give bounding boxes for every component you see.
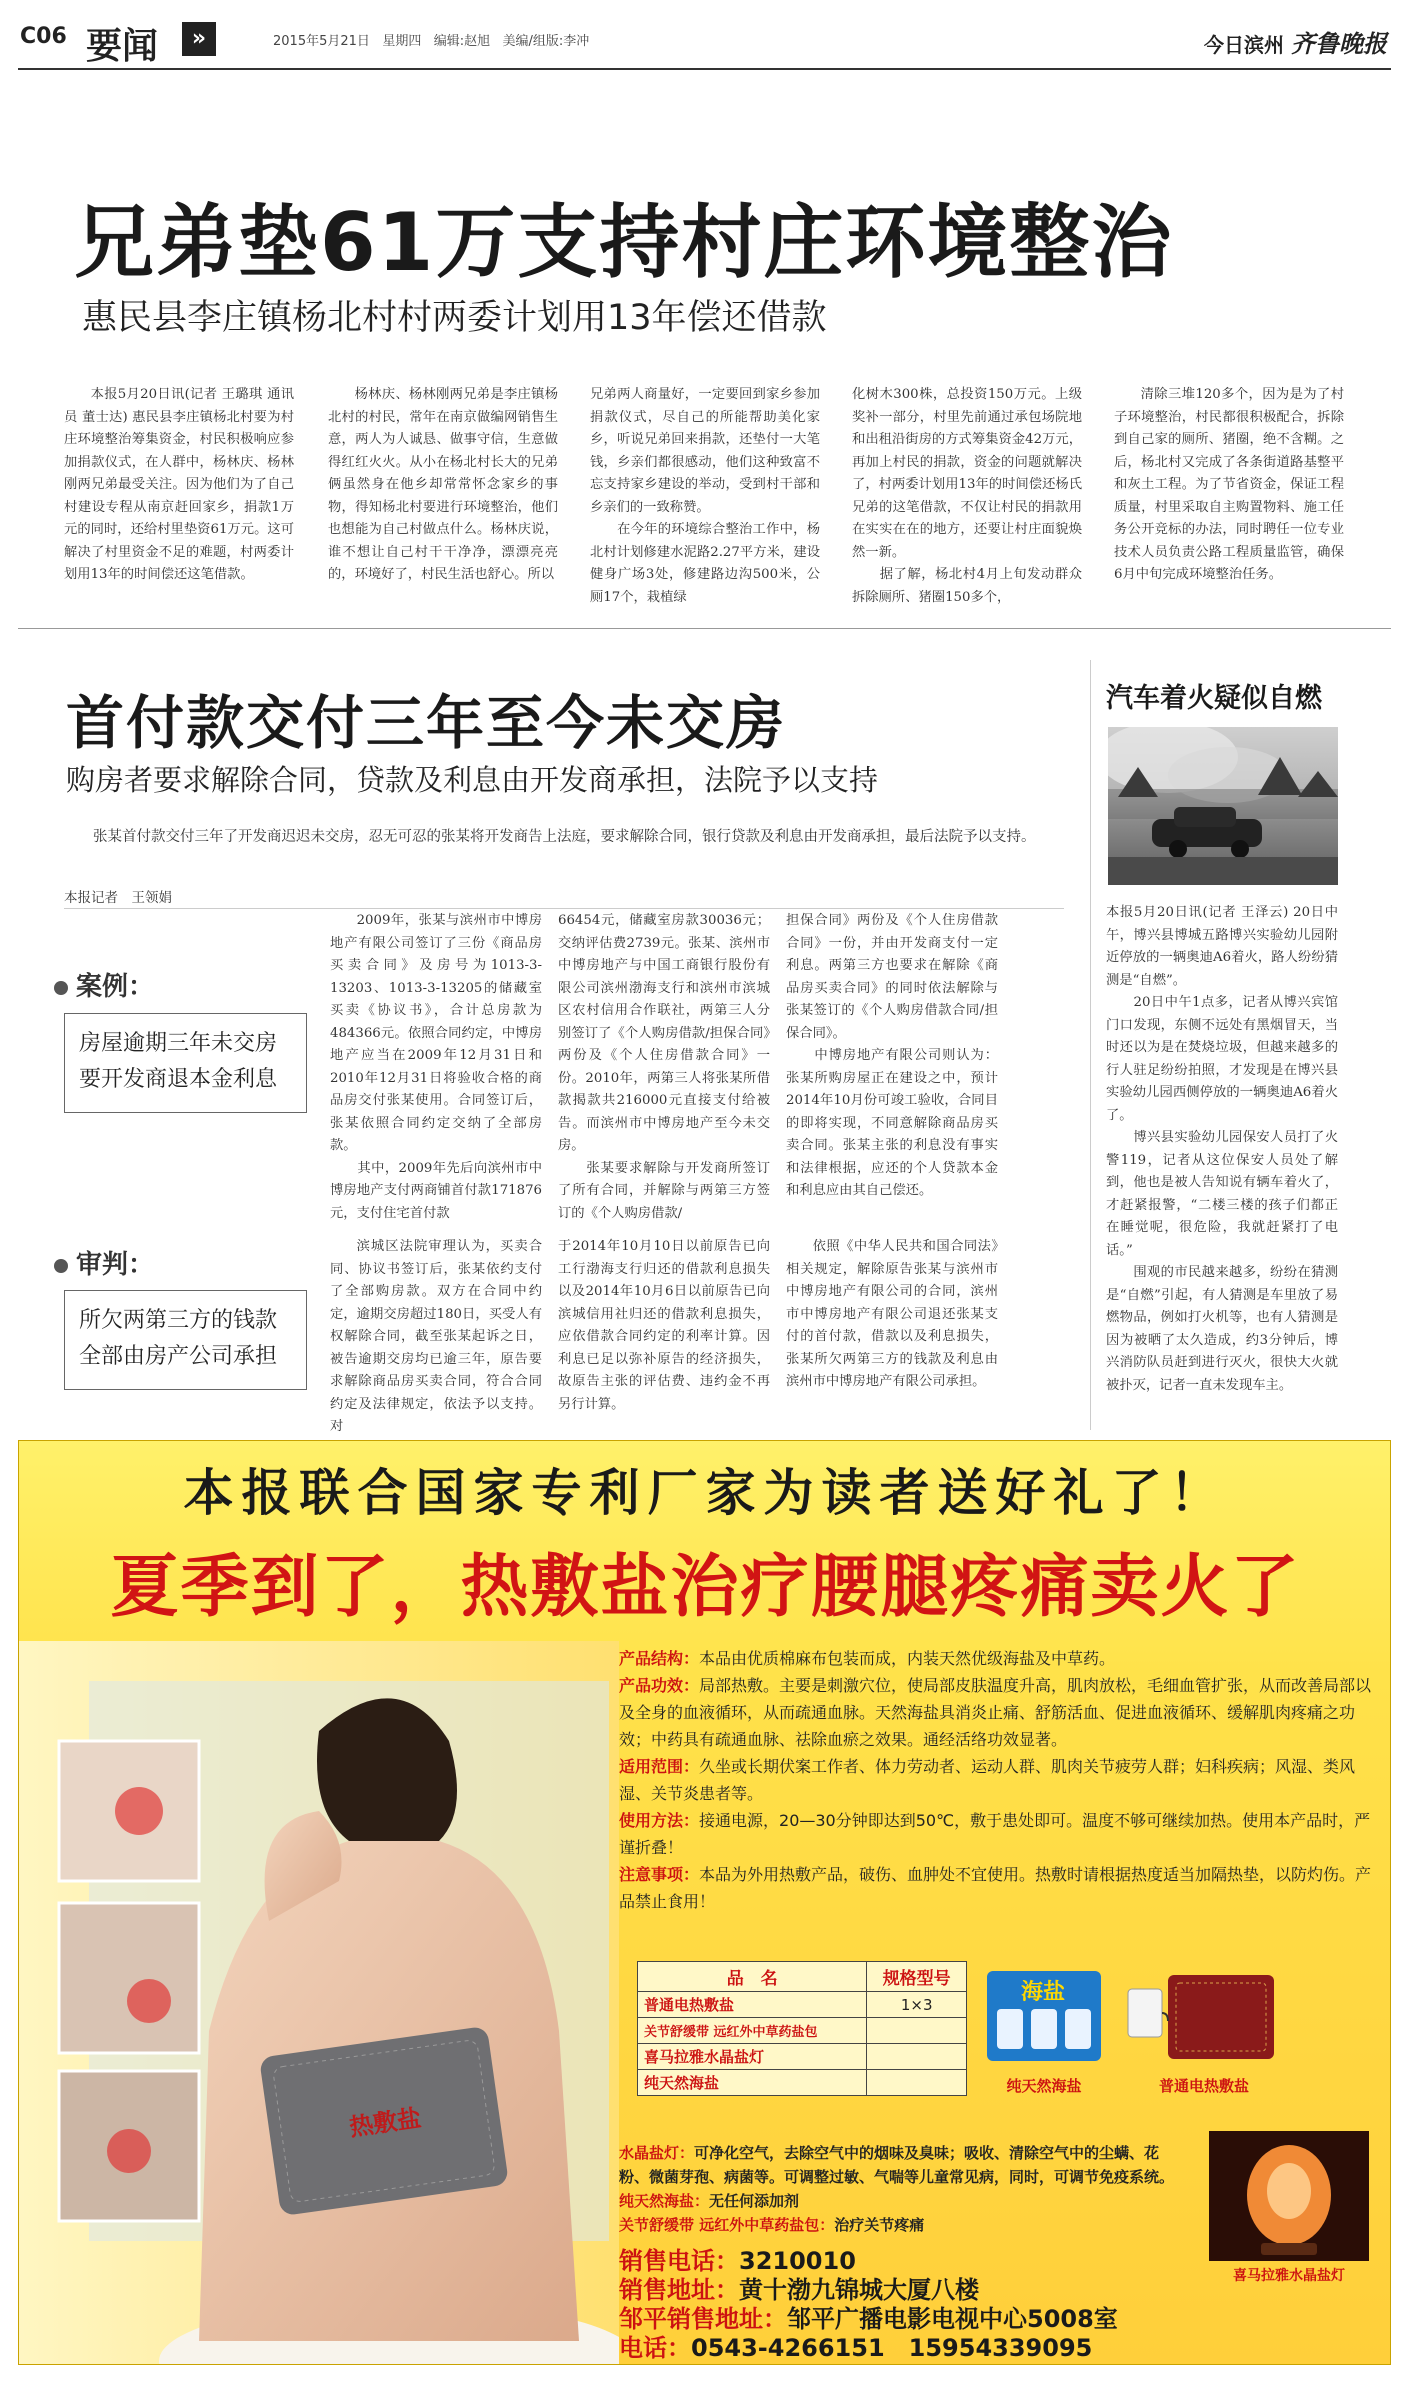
story2-byline: 本报记者 王领娟	[64, 890, 172, 906]
story1-divider	[18, 628, 1391, 629]
editor: 编辑:赵旭	[433, 34, 491, 49]
ad-item-effect	[619, 1672, 1379, 1753]
ad-headline: 夏季到了，热敷盐治疗腰腿疼痛卖火了	[110, 1548, 1301, 1627]
col-spec-header: 规格型号	[867, 1962, 967, 1992]
ad-item-text: 局部热敷。主要是刺激穴位，使局部皮肤温度升高，肌肉放松，毛细血管扩张，从而改善局部以及全身的血液循环，从而疏通血脉。天然海盐具消炎止痛、舒筋活血、促进血液循环、缓解肌肉疼痛之功效；中药具有疏通血脉、祛除血瘀之效果。通经活络功效显著。	[619, 1676, 1372, 1749]
story2-lower-col-3: 依照《中华人民共和国合同法》相关规定，解除原告张某与滨州市中博房地产有限公司的合同，滨州市中博房地产有限公司退还张某支付的首付款，借款以及利息损失，张某所欠两第三方的钱款及利息由滨州市中博房地产有限公司承担。	[786, 1239, 998, 1389]
contact-block	[619, 2247, 1239, 2363]
tel-label: 电话：	[619, 2334, 691, 2362]
ad-item-text: 本品由优质棉麻布包装而成，内装天然优级海盐及中草药。	[699, 1649, 1116, 1668]
story2-upper-col-1: 2009年，张某与滨州市中博房地产有限公司签订了三份《商品房买卖合同》及房号为1013-3-13203、1013-3-13205的储藏室买卖《协议书》，合计总房款为484366元。依照合同约定，中博房地产应当在2009年12月31日和2010年12月31日将验收合格的商品房交付张某使用。合同签订后，张某依照合同约定交纳了全部房款。 其中，2009年先后向滨州市中博房地产支付两商铺首付款171876元，支付住宅首付款	[330, 913, 542, 1221]
ad-banner: 本报联合国家专利厂家为读者送好礼了！	[183, 1463, 1228, 1522]
car-fire-image	[1108, 727, 1338, 885]
ad-item-notes	[619, 1861, 1379, 1915]
lamp-desc: 可净化空气，去除空气中的烟味及臭味；吸收、清除空气中的尘螨、花粉、微菌芽孢、病菌等。可调整过敏、气喘等儿童常见病，同时，可调节免疫系统。	[619, 2144, 1175, 2186]
case-line-1: 房屋逾期三年未交房	[79, 1031, 278, 1056]
tel-number: 0543-4266151 15954339095	[691, 2334, 1093, 2362]
product-table	[637, 1961, 967, 2096]
paper-name	[1204, 24, 1387, 59]
story2-subhead: 购房者要求解除合同，贷款及利息由开发商承担，法院予以支持	[66, 763, 879, 797]
table-row	[638, 2018, 967, 2044]
ad-item-label: 适用范围：	[619, 1757, 700, 1776]
case-bullet-icon	[54, 981, 68, 995]
story1-col-5: 清除三堆120多个，因为是为了村子环境整治，村民都很积极配合，拆除到自己家的厕所、猪圈，绝不含糊。之后，杨北村又完成了各条街道路基整平和灰土工程。为了节省资金，保证工程质量，村里采取自主购置物料、施工任务公开竞标的办法，同时聘任一位专业技术人员负责公路工程质量监管，确保6月中旬完成环境整治任务。	[1114, 387, 1344, 582]
salt-line-text: 无任何添加剂	[709, 2192, 800, 2210]
table-header	[638, 1962, 967, 1992]
date: 2015年5月21日	[273, 34, 370, 49]
belt-line	[619, 2213, 1179, 2237]
case-label-text: 案例：	[76, 972, 155, 1002]
salt-line	[619, 2189, 1179, 2213]
ruling-box	[64, 1290, 307, 1390]
section-title: 要闻	[86, 26, 159, 67]
ruling-label	[54, 1244, 154, 1281]
paper-logo: 齐鲁晚报	[1291, 29, 1387, 58]
table-cell	[867, 2044, 967, 2070]
story2-lower-col-1: 滨城区法院审理认为，买卖合同、协议书签订后，张某依约支付了全部购房款。双方在合同中约定，逾期交房超过180日，买受人有权解除合同，截至张某起诉之日，被告逾期交房均已逾三年，原告要求解除商品房买卖合同，符合合同约定及法律规定，依法予以支持。对	[330, 1239, 542, 1434]
story2-upper-col-3: 担保合同》两份及《个人住房借款合同》一份，并由开发商支付一定利息。两第三方也要求在解除《商品房买卖合同》的同时依法解除与张某签订的《个人购房借款合同/担保合同》。 中博房地产有限公司则认为：张某所购房屋正在建设之中，预计2014年10月份可竣工验收，合同目的即将实现，不同意解除商品房买卖合同。张某主张的利息没有事实和法律根据，应还的个人贷款本金和利息应由其自己偿还。	[786, 913, 998, 1198]
belt-line-text: 治疗关节疼痛	[834, 2216, 925, 2234]
zouping-label: 邹平销售地址：	[619, 2305, 787, 2333]
tel-line	[619, 2334, 1239, 2363]
addr-text: 黄十渤九锦城大厦八楼	[739, 2276, 979, 2304]
addr-line	[619, 2276, 1239, 2305]
story2-lower-col-2: 于2014年10月10日以前原告已向工行渤海支行归还的借款利息损失以及2014年10月6日以前原告已向滨城信用社归还的借款利息损失，应依借款合同约定的利率计算。因利息已足以弥补原告的经济损失，故原告主张的评估费、违约金不再另行计算。	[558, 1239, 770, 1412]
story1-col-3: 兄弟两人商量好，一定要回到家乡参加捐款仪式，尽自己的所能帮助美化家乡，听说兄弟回来捐款，还垫付一大笔钱，乡亲们都很感动，他们这种致富不忘支持家乡建设的举动，受到村干部和乡亲们的一致称赞。 在今年的环境综合整治工作中，杨北村计划修建水泥路2.27平方米，建设健身广场3处，修建路边沟500米，公厕17个，栽植绿	[590, 387, 820, 605]
ruling-label-text: 审判：	[76, 1250, 155, 1280]
story1-headline: 兄弟垫61万支持村庄环境整治	[74, 196, 1174, 289]
story1-subhead: 惠民县李庄镇杨北村村两委计划用13年偿还借款	[82, 298, 827, 338]
ad-item-text: 接通电源，20—30分钟即达到50℃，敷于患处即可。温度不够可继续加热。使用本产品时，严谨折叠！	[619, 1811, 1371, 1857]
zouping-text: 邹平广播电影电视中心5008室	[787, 2305, 1118, 2333]
table-cell: 纯天然海盐	[638, 2070, 867, 2096]
paper-prefix: 今日滨州	[1204, 33, 1285, 57]
ad-item-label: 产品功效：	[619, 1676, 700, 1695]
ad-item-text: 久坐或长期伏案工作者、体力劳动者、运动人群、肌肉关节疲劳人群；妇科疾病；风湿、类风湿、关节炎患者等。	[619, 1757, 1356, 1803]
ad-description	[619, 1645, 1379, 1915]
header-rule	[18, 68, 1391, 70]
lamp-line	[619, 2141, 1179, 2189]
weekday: 星期四	[382, 34, 422, 49]
ad-item-label: 使用方法：	[619, 1811, 700, 1830]
phone-line	[619, 2247, 1239, 2276]
story3-body: 本报5月20日讯(记者 王泽云) 20日中午，博兴县博城五路博兴实验幼儿园附近停放的一辆奥迪A6着火，路人纷纷猜测是“自燃”。 20日中午1点多，记者从博兴宾馆门口发现，东侧不远处有黑烟冒天，当时还以为是在焚烧垃圾，但越来越多的行人驻足纷纷拍照，才发现是在博兴县实验幼儿园西侧停放的一辆奥迪A6着火了。 博兴县实验幼儿园保安人员打了火警119，记者从这位保安人员处了解到，他也是被人告知说有辆车着火了，才赶紧报警，“二楼三楼的孩子们都正在睡觉呢，很危险，我就赶紧打了电话。” 围观的市民越来越多，纷纷在猜测是“自燃”引起，有人猜测是车里放了易燃物品，例如打火机等，也有人猜测是因为被晒了太久造成，约3分钟后，博兴消防队员赶到进行灭火，很快大火就被扑灭，记者一直未发现车主。	[1106, 905, 1338, 1393]
table-row	[638, 2044, 967, 2070]
ad-item-scope	[619, 1753, 1379, 1807]
table-row	[638, 2070, 967, 2096]
salt-lamp-image	[1209, 2131, 1369, 2261]
advertisement	[18, 1440, 1391, 2365]
sea-salt-image	[979, 1961, 1109, 2071]
case-box	[64, 1013, 307, 1113]
ad-item-structure	[619, 1645, 1379, 1672]
section-arrow-icon: »	[182, 22, 216, 56]
zouping-line	[619, 2305, 1239, 2334]
phone-label: 销售电话：	[619, 2247, 739, 2275]
table-cell: 1×3	[867, 1992, 967, 2018]
story3-divider	[1090, 660, 1091, 1430]
phone-number: 3210010	[739, 2247, 856, 2275]
bag-label: 热敷盐	[347, 2103, 423, 2142]
product-label-heat-pad: 普通电热敷盐	[1158, 2077, 1249, 2095]
product-label-salt-lamp: 喜马拉雅水晶盐灯	[1233, 2268, 1345, 2284]
ruling-line-1: 所欠两第三方的钱款	[79, 1308, 278, 1333]
ad-item-label: 注意事项：	[619, 1865, 700, 1884]
table-cell	[867, 2018, 967, 2044]
table-cell: 喜马拉雅水晶盐灯	[638, 2044, 867, 2070]
story2-lead-rule	[64, 908, 1064, 909]
product-label-sea-salt: 纯天然海盐	[1006, 2077, 1082, 2095]
ruling-line-2: 全部由房产公司承担	[79, 1344, 278, 1369]
designer: 美编/组版:李冲	[502, 34, 590, 49]
heat-pad-image	[1124, 1961, 1284, 2071]
ad-item-label: 产品结构：	[619, 1649, 700, 1668]
table-row	[638, 1992, 967, 2018]
ad-item-usage	[619, 1807, 1379, 1861]
lamp-description	[619, 2141, 1179, 2237]
story2-headline: 首付款交付三年至今未交房	[66, 689, 787, 757]
model-illustration	[19, 1641, 619, 2365]
col-name-header: 品 名	[638, 1962, 867, 1992]
story2-upper-col-2: 66454元，储藏室房款30036元；交纳评估费2739元。张某、滨州市中博房地产与中国工商银行股份有限公司滨州渤海支行和滨州市滨城区农村信用合作联社，两第三人分别签订了《个人购房借款/担保合同》两份及《个人住房借款合同》一份。2010年，两第三人将张某所借款揭款共216000元直接支付给被告。而滨州市中博房地产至今未交房。 张某要求解除与开发商所签订了所有合同，并解除与两第三方签订的《个人购房借款/	[558, 913, 770, 1221]
heat-pad-product	[1124, 1961, 1284, 2096]
story1-col-4: 化树木300株，总投资150万元。上级奖补一部分，村里先前通过承包场院地和出租沿街房的方式筹集资金42万元，再加上村民的捐款，资金的问题就解决了，村两委计划用13年的时间偿还杨氏兄弟的这笔借款，不仅让村民的捐款用在实实在在的地方，还要让村庄面貌焕然一新。 据了解，杨北村4月上旬发动群众拆除厕所、猪圈150多个，	[852, 387, 1082, 605]
ad-item-text: 本品为外用热敷产品，破伤、血肿处不宜使用。热敷时请根据热度适当加隔热垫，以防灼伤。产品禁止食用！	[619, 1865, 1372, 1911]
salt-box-text: 海盐	[1021, 1980, 1066, 2005]
table-cell	[867, 2070, 967, 2096]
sea-salt-product	[979, 1961, 1109, 2096]
belt-line-label: 关节舒缓带 远红外中草药盐包：	[619, 2216, 835, 2234]
table-cell: 普通电热敷盐	[638, 1992, 867, 2018]
lamp-label: 水晶盐灯：	[619, 2144, 695, 2162]
ruling-bullet-icon	[54, 1259, 68, 1273]
page-number: C06	[20, 24, 67, 49]
story1-col-2: 杨林庆、杨林刚两兄弟是李庄镇杨北村的村民，常年在南京做编网销售生意，两人为人诚恳、做事守信，生意做得红红火火。从小在杨北村长大的兄弟俩虽然身在他乡却常常怀念家乡的事物，得知杨北村要进行环境整治，他们也想能为自己村做点什么。杨林庆说，谁不想让自己村干干净净，漂漂亮亮的，环境好了，村民生活也舒心。所以	[328, 387, 558, 582]
case-line-2: 要开发商退本金利息	[79, 1067, 278, 1092]
story3-headline: 汽车着火疑似自燃	[1106, 683, 1322, 714]
header-meta	[273, 30, 589, 49]
table-cell: 关节舒缓带 远红外中草药盐包	[638, 2018, 867, 2044]
car-fire-photo	[1108, 727, 1338, 885]
story1-col-1: 本报5月20日讯(记者 王璐琪 通讯员 董士达) 惠民县李庄镇杨北村要为村庄环境整治筹集资金，村民积极响应参加捐款仪式，在人群中，杨林庆、杨林刚两兄弟最受关注。因为他们为了自己村建设专程从南京赶回家乡，捐款1万元的同时，还给村里垫资61万元。这可解决了村里资金不足的难题，村两委计划用13年的时间偿还这笔借款。	[64, 387, 294, 582]
story2-lead: 张某首付款交付三年了开发商迟迟未交房，忍无可忍的张某将开发商告上法庭，要求解除合同，银行贷款及利息由开发商承担，最后法院予以支持。	[93, 829, 1036, 845]
addr-label: 销售地址：	[619, 2276, 739, 2304]
case-label	[54, 966, 154, 1003]
salt-line-label: 纯天然海盐：	[619, 2192, 710, 2210]
model-photo	[19, 1641, 619, 2365]
